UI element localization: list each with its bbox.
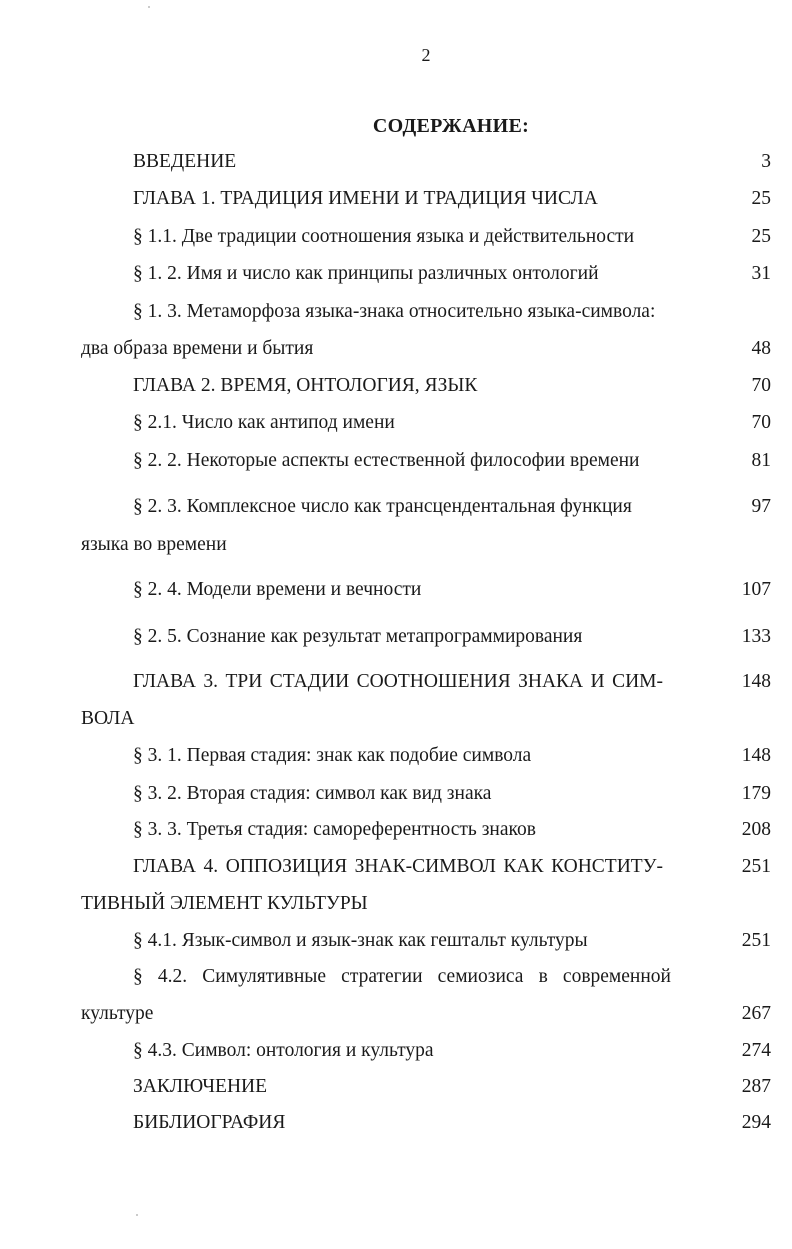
toc-entry-section-4-3: § 4.3. Символ: онтология и культура (133, 1040, 434, 1061)
toc-page-section-1-1: 25 (751, 226, 771, 247)
toc-page-section-2-1: 70 (751, 412, 771, 433)
toc-entry-chapter-3: ГЛАВА 3. ТРИ СТАДИИ СООТНОШЕНИЯ ЗНАКА И СИМ- (133, 671, 663, 692)
toc-page-chapter-3: 148 (741, 671, 771, 692)
toc-page-section-3-1: 148 (741, 745, 771, 766)
toc-entry-section-2-4: § 2. 4. Модели времени и вечности (133, 579, 422, 600)
toc-entry-section-3-1: § 3. 1. Первая стадия: знак как подобие символа (133, 745, 532, 766)
toc-page-section-4-1: 251 (741, 930, 771, 951)
toc-entry-section-2-3-cont: языка во времени (81, 534, 227, 555)
toc-entry-section-1-1: § 1.1. Две традиции соотношения языка и действительности (133, 226, 635, 247)
toc-entry-introduction: ВВЕДЕНИЕ (133, 151, 237, 172)
scan-speck (148, 6, 150, 8)
toc-entry-section-2-2: § 2. 2. Некоторые аспекты естественной философии времени (133, 450, 640, 471)
toc-page-section-4-2: 267 (741, 1003, 771, 1024)
toc-page-bibliography: 294 (741, 1112, 771, 1133)
toc-entry-section-4-2-cont: культуре (81, 1003, 154, 1024)
toc-page-section-1-3: 48 (751, 338, 771, 359)
toc-entry-section-4-1: § 4.1. Язык-символ и язык-знак как гештальт культуры (133, 930, 588, 951)
toc-page-chapter-4: 251 (741, 856, 771, 877)
toc-entry-chapter-3-cont: ВОЛА (81, 708, 135, 729)
toc-page-section-2-2: 81 (751, 450, 771, 471)
page-number: 2 (421, 45, 431, 65)
toc-page-section-1-2: 31 (751, 263, 771, 284)
toc-page-section-2-4: 107 (741, 579, 771, 600)
toc-entry-chapter-2: ГЛАВА 2. ВРЕМЯ, ОНТОЛОГИЯ, ЯЗЫК (133, 375, 478, 396)
toc-entry-section-2-1: § 2.1. Число как антипод имени (133, 412, 395, 433)
toc-page-chapter-1: 25 (751, 188, 771, 209)
toc-entry-conclusion: ЗАКЛЮЧЕНИЕ (133, 1076, 268, 1097)
toc-entry-section-4-2: § 4.2. Симулятивные стратегии семиозиса в современной (133, 966, 671, 987)
toc-entry-section-2-3: § 2. 3. Комплексное число как трансцендентальная функция (133, 496, 632, 517)
toc-page-section-3-2: 179 (741, 783, 771, 804)
toc-page-section-2-5: 133 (741, 626, 771, 647)
toc-page-section-3-3: 208 (741, 819, 771, 840)
toc-page-section-2-3: 97 (751, 496, 771, 517)
toc-title: СОДЕРЖАНИЕ: (372, 115, 530, 137)
toc-entry-chapter-4-cont: ТИВНЫЙ ЭЛЕМЕНТ КУЛЬТУРЫ (81, 893, 368, 914)
toc-entry-chapter-4: ГЛАВА 4. ОППОЗИЦИЯ ЗНАК-СИМВОЛ КАК КОНСТИТУ- (133, 856, 663, 877)
toc-entry-section-1-3-cont: два образа времени и бытия (81, 338, 314, 359)
toc-page-section-4-3: 274 (741, 1040, 771, 1061)
toc-entry-section-3-3: § 3. 3. Третья стадия: самореферентность знаков (133, 819, 536, 840)
toc-entry-chapter-1: ГЛАВА 1. ТРАДИЦИЯ ИМЕНИ И ТРАДИЦИЯ ЧИСЛА (133, 188, 598, 209)
toc-entry-bibliography: БИБЛИОГРАФИЯ (133, 1112, 286, 1133)
toc-page-conclusion: 287 (741, 1076, 771, 1097)
toc-entry-section-1-2: § 1. 2. Имя и число как принципы различных онтологий (133, 263, 599, 284)
scan-speck (136, 1214, 138, 1216)
toc-page-chapter-2: 70 (751, 375, 771, 396)
toc-entry-section-1-3: § 1. 3. Метаморфоза языка-знака относительно языка-символа: (133, 301, 656, 322)
toc-page-introduction: 3 (761, 151, 771, 172)
toc-entry-section-2-5: § 2. 5. Сознание как результат метапрограммирования (133, 626, 583, 647)
toc-entry-section-3-2: § 3. 2. Вторая стадия: символ как вид знака (133, 783, 492, 804)
